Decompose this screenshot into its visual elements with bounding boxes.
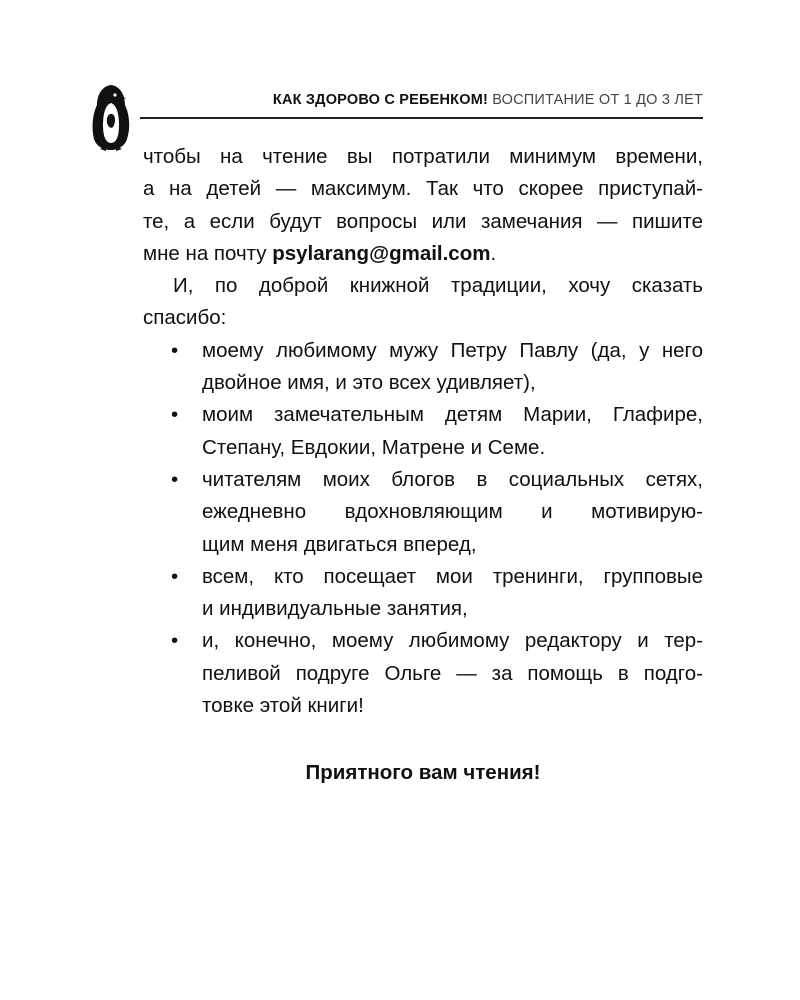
text-line: те, а если будут вопросы или замечания — пишите xyxy=(143,209,703,233)
bullet: • xyxy=(171,338,179,362)
text-fragment: . xyxy=(490,241,497,265)
running-header xyxy=(140,92,703,108)
paragraph-1 xyxy=(143,141,703,270)
list-item xyxy=(143,399,703,464)
list-item xyxy=(143,625,703,722)
text-line: щим меня двигаться вперед, xyxy=(202,532,477,556)
bullet: • xyxy=(171,629,179,653)
text-line: всем, кто посещает мои тренинги, групповые xyxy=(202,564,703,588)
text-line: чтобы на чтение вы потратили минимум времени, xyxy=(143,145,703,168)
bullet: • xyxy=(171,403,179,427)
email-link[interactable]: psylarang@gmail.com xyxy=(272,241,491,265)
text-line: и индивидуальные занятия, xyxy=(202,597,468,621)
text-line: и, конечно, моему любимому редактору и тер- xyxy=(202,629,703,653)
list-item xyxy=(143,335,703,400)
thanks-list xyxy=(143,335,703,723)
bullet: • xyxy=(171,467,179,491)
text-line xyxy=(143,238,703,270)
text-line: И, по доброй книжной традиции, хочу сказать xyxy=(173,274,703,298)
penguin-icon xyxy=(90,83,132,153)
text-line: товке этой книги! xyxy=(202,694,364,718)
closing-line: Приятного вам чтения! xyxy=(305,761,541,784)
text-line: пеливой подруге Ольге — за помощь в подго- xyxy=(202,661,703,685)
book-title: КАК ЗДОРОВО С РЕБЕНКОМ! xyxy=(272,92,489,108)
text-line: спасибо: xyxy=(143,306,227,330)
text-line: а на детей — максимум. Так что скорее приступай- xyxy=(143,177,703,201)
text-line: ежедневно вдохновляющим и мотивирую- xyxy=(202,500,703,524)
text-line: моим замечательным детям Марии, Глафире, xyxy=(202,403,703,427)
header-rule xyxy=(140,117,703,119)
book-subtitle: ВОСПИТАНИЕ ОТ 1 ДО 3 ЛЕТ xyxy=(492,92,703,108)
text-line: читателям моих блогов в социальных сетях, xyxy=(202,467,703,491)
list-item xyxy=(143,464,703,561)
page-body xyxy=(143,141,703,722)
text-fragment: мне на почту xyxy=(143,241,273,265)
text-line: двойное имя, и это всех удивляет), xyxy=(202,371,536,395)
text-line: Степану, Евдокии, Матрене и Семе. xyxy=(202,435,546,459)
paragraph-2 xyxy=(143,270,703,335)
list-item xyxy=(143,561,703,626)
text-line: моему любимому мужу Петру Павлу (да, у него xyxy=(202,338,703,362)
bullet: • xyxy=(171,564,179,588)
